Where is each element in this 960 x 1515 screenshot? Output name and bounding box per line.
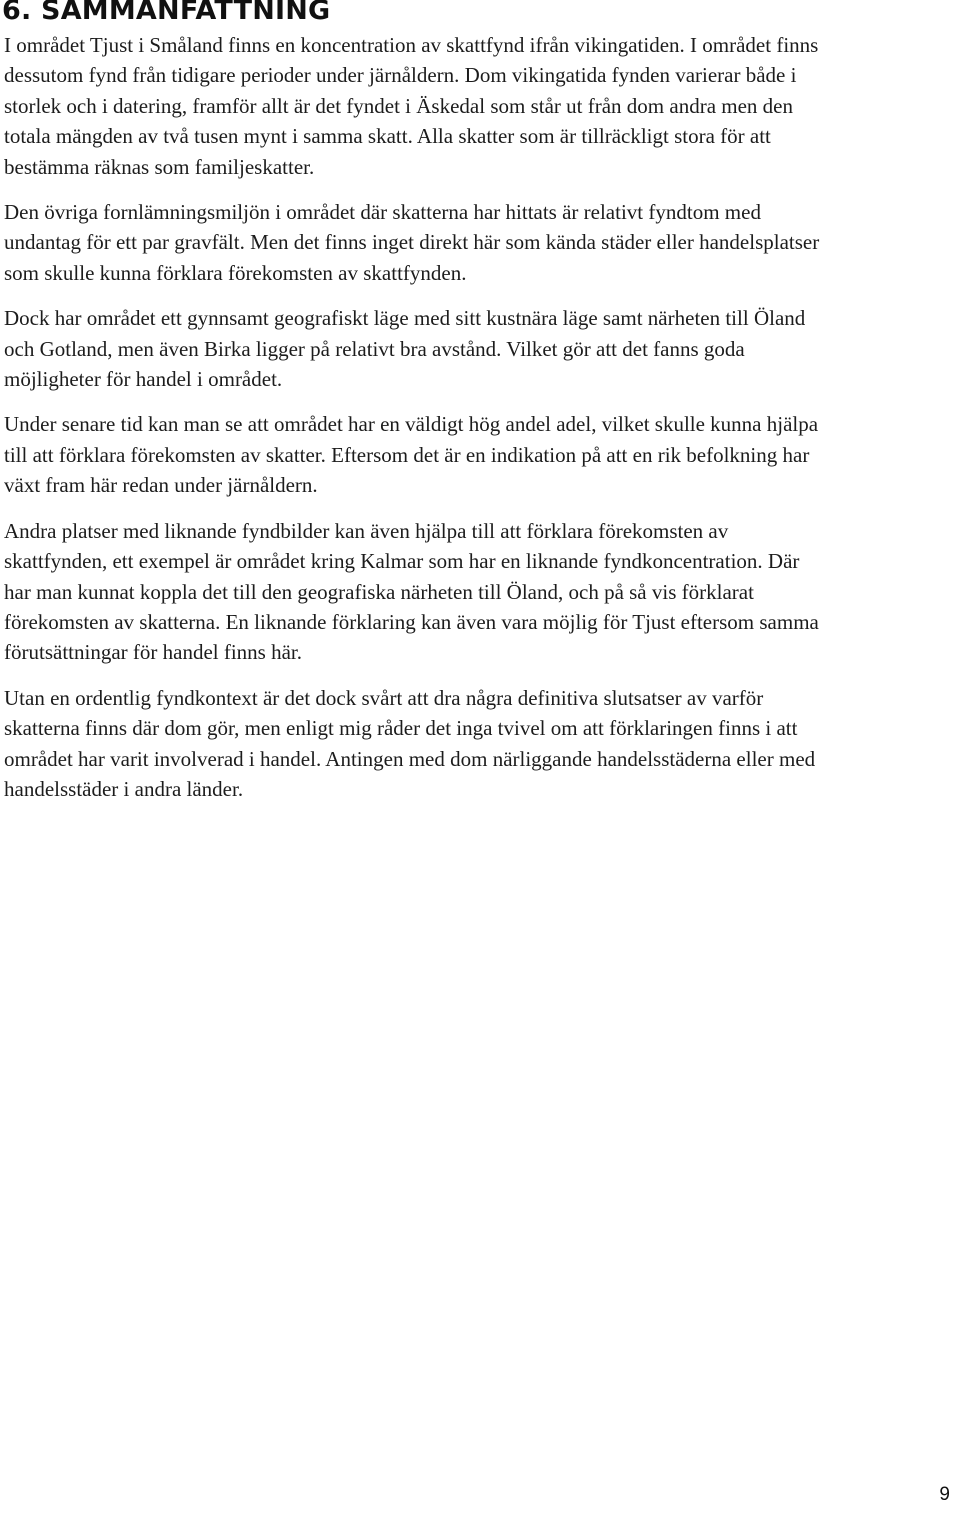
- text-line: Den övriga fornlämningsmiljön i området där skatterna har hittats är relativt fyndtom med: [4, 200, 761, 225]
- text-line: växt fram här redan under järnåldern.: [4, 473, 318, 498]
- text-line: möjligheter för handel i området.: [4, 367, 283, 392]
- paragraph: [4, 303, 954, 394]
- text-line: undantag för ett par gravfält. Men det finns inget direkt här som kända städer eller handelsplatser: [4, 230, 820, 255]
- page-number: 9: [939, 1484, 950, 1505]
- text-line: förekomsten av skatterna. En liknande förklaring kan även vara möjlig för Tjust eftersom samma: [4, 609, 819, 634]
- text-line: och Gotland, men även Birka ligger på relativt bra avstånd. Vilket gör att det fanns goda: [4, 336, 745, 361]
- paragraph: [4, 30, 954, 182]
- paragraph: [4, 409, 954, 500]
- text-line: dessutom fynd från tidigare perioder under järnåldern. Dom vikingatida fynden varierar både i: [4, 63, 797, 88]
- text-line: Dock har området ett gynnsamt geografiskt läge med sitt kustnära läge samt närheten till Öland: [4, 306, 806, 331]
- text-line: bestämma räknas som familjeskatter.: [4, 154, 315, 179]
- text-line: storlek och i datering, framför allt är det fyndet i Äskedal som står ut från dom andra men den: [4, 93, 793, 118]
- text-line: I området Tjust i Småland finns en koncentration av skattfynd ifrån vikingatiden. I området finns: [4, 33, 819, 57]
- text-line: till att förklara förekomsten av skatter. Eftersom det är en indikation på att en rik befolkning har: [4, 442, 810, 467]
- text-line: Utan en ordentlig fyndkontext är det dock svårt att dra några definitiva slutsatser av varför: [4, 685, 764, 710]
- text-line: området har varit involverad i handel. Antingen med dom närliggande handelsstäderna eller med: [4, 746, 816, 771]
- text-line: skattfynden, ett exempel är området kring Kalmar som har en liknande fyndkoncentration. Där: [4, 549, 800, 574]
- paragraph: [4, 516, 954, 668]
- text-line: totala mängden av två tusen mynt i samma skatt. Alla skatter som är tillräckligt stora för att: [4, 124, 771, 149]
- text-line: Under senare tid kan man se att området har en väldigt hög andel adel, vilket skulle kunna hjälpa: [4, 412, 819, 437]
- text-line: har man kunnat koppla det till den geografiska närheten till Öland, och på så vis förklarat: [4, 579, 754, 604]
- section-heading: 6. SAMMANFATTNING: [2, 0, 331, 26]
- text-line: skatterna finns där dom gör, men enligt mig råder det inga tvivel om att förklaringen finns i att: [4, 716, 798, 741]
- paragraph: [4, 197, 954, 288]
- text-line: som skulle kunna förklara förekomsten av skattfynden.: [4, 260, 467, 285]
- paragraph: [4, 683, 954, 805]
- text-line: handelsstäder i andra länder.: [4, 776, 244, 801]
- text-line: förutsättningar för handel finns här.: [4, 640, 302, 665]
- body-text: [4, 30, 954, 819]
- text-line: Andra platser med liknande fyndbilder kan även hjälpa till att förklara förekomsten av: [4, 518, 729, 543]
